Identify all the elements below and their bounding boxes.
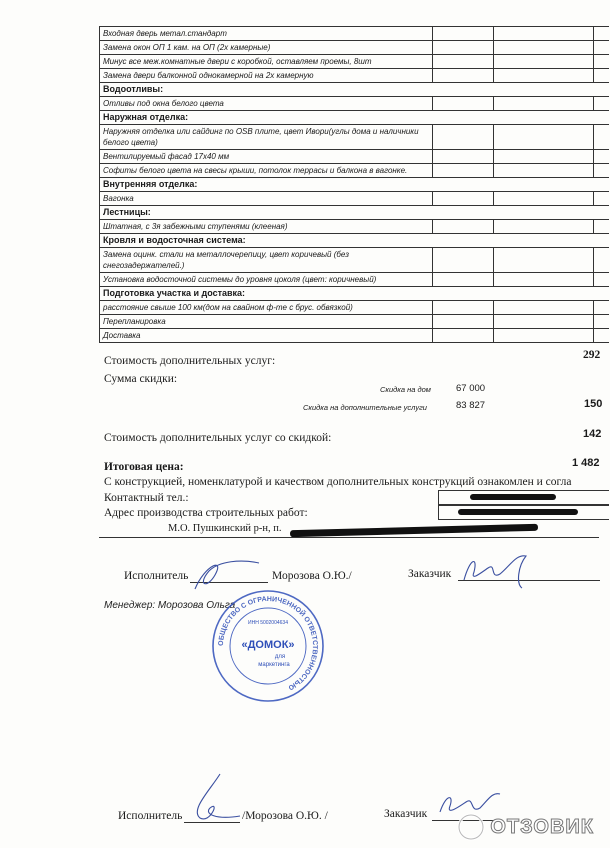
table-cell [493, 273, 594, 286]
executor-name: Морозова О.Ю./ [272, 570, 352, 582]
table-cell [493, 150, 594, 163]
stamp-ring-text: ОБЩЕСТВО С ОГРАНИЧЕННОЙ ОТВЕТСТВЕННОСТЬЮ [217, 595, 319, 691]
table-cell [433, 125, 494, 149]
item-description: Замена оцинк. стали на металлочерепицу, цвет коричевый (без снегозадержателей.) [100, 248, 433, 272]
stamp-sub1: для [274, 654, 286, 660]
table-section-header [99, 83, 609, 97]
item-description: Софиты белого цвета на свесы крыши, потолок террасы и балкона в вагонке. [100, 164, 433, 177]
table-cell [493, 27, 594, 40]
discount-services-value: 83 827 [456, 400, 486, 411]
table-cell [433, 315, 494, 328]
table-cell [433, 248, 494, 272]
discount-house-label: Скидка на дом [380, 385, 431, 394]
cost-discounted-label: Стоимость дополнительных услуг со скидкой: [104, 432, 332, 444]
table-cell [433, 164, 494, 177]
cost-value: 292 [583, 349, 601, 361]
item-description: Отливы под окна белого цвета [100, 97, 433, 110]
table-row [99, 315, 609, 329]
executor-name-2: /Морозова О.Ю. / [242, 810, 328, 822]
table-cell [433, 192, 494, 205]
item-description: Минус все меж.комнатные двери с коробкой, оставляем проемы, 8шт [100, 55, 433, 68]
table-cell [493, 97, 594, 110]
executor-signature-2 [180, 770, 250, 830]
table-cell [493, 69, 594, 82]
customer-label: Заказчик [408, 568, 452, 580]
table-section-header [99, 178, 609, 192]
table-cell [493, 192, 594, 205]
item-description: Перепланировка [100, 315, 433, 328]
discount-label: Сумма скидки: [104, 373, 178, 385]
table-row [99, 164, 609, 178]
table-row [99, 220, 609, 234]
table-cell [433, 301, 494, 314]
table-row [99, 41, 609, 55]
item-description: расстояние свыше 100 км(дом на свайном ф-те с брус. обвязкой) [100, 301, 433, 314]
table-section-header [99, 234, 609, 248]
table-cell [433, 150, 494, 163]
table-row [99, 248, 609, 273]
table-cell [433, 220, 494, 233]
table-row [99, 97, 609, 111]
address-label: Адрес производства строительных работ: [104, 507, 308, 519]
table-cell [493, 55, 594, 68]
company-stamp [210, 588, 326, 704]
item-description: Штатная, с 3я забежными ступенями (клееная) [100, 220, 433, 233]
table-cell [433, 27, 494, 40]
table-cell [493, 164, 594, 177]
item-description: Доставка [100, 329, 433, 342]
section-title: Внутренняя отделка: [103, 179, 198, 189]
address-value: М.О. Пушкинский р-н, п. [168, 523, 282, 534]
stamp-sub2: маркетинга [258, 662, 290, 668]
section-title: Подготовка участка и доставка: [103, 288, 246, 298]
table-cell [433, 41, 494, 54]
discount-services-label: Скидка на дополнительные услуги [303, 403, 427, 412]
customer-signature [460, 550, 550, 590]
address-redaction [458, 509, 578, 515]
discount-house-value: 67 000 [456, 383, 486, 394]
item-description: Замена окон ОП 1 кам. на ОП (2х камерные) [100, 41, 433, 54]
table-row [99, 329, 609, 343]
table-cell [493, 329, 594, 342]
item-description: Входная дверь метал.стандарт [100, 27, 433, 40]
table-row [99, 125, 609, 150]
section-title: Наружная отделка: [103, 112, 189, 122]
table-row [99, 27, 609, 41]
table-row [99, 55, 609, 69]
table-cell [493, 248, 594, 272]
table-cell [433, 55, 494, 68]
discount-total: 150 [584, 398, 603, 410]
total-label: Итоговая цена: [104, 461, 184, 473]
section-title: Водоотливы: [103, 84, 164, 94]
divider [99, 537, 599, 538]
table-row [99, 192, 609, 206]
item-description: Установка водосточной системы до уровня цоколя (цвет: коричневый) [100, 273, 433, 286]
table-section-header [99, 111, 609, 125]
table-cell [493, 220, 594, 233]
cost-label: Стоимость дополнительных услуг: [104, 355, 276, 367]
table-cell [493, 301, 594, 314]
table-row [99, 150, 609, 164]
table-cell [433, 329, 494, 342]
phone-redaction [470, 494, 556, 500]
table-cell [433, 69, 494, 82]
executor-label: Исполнитель [124, 570, 189, 582]
address-value-redaction [290, 524, 538, 537]
watermark [456, 812, 594, 842]
section-title: Лестницы: [103, 207, 151, 217]
item-description: Замена двери балконной однокамерной на 2х камерную [100, 69, 433, 82]
watermark-text: ОТЗОВИК [490, 815, 594, 838]
table-row [99, 69, 609, 83]
agreement-text: С конструкцией, номенклатурой и качеством дополнительных конструкций ознакомлен и согла [104, 476, 572, 488]
table-row [99, 301, 609, 315]
phone-label: Контактный тел.: [104, 492, 189, 504]
section-title: Кровля и водосточная система: [103, 235, 246, 245]
watermark-logo-icon [456, 812, 486, 842]
table-cell [433, 97, 494, 110]
manager-line: Менеджер: Морозова Ольга [104, 600, 236, 611]
table-row [99, 273, 609, 287]
table-cell [493, 41, 594, 54]
table-section-header [99, 206, 609, 220]
cost-discounted-value: 142 [583, 428, 602, 440]
stamp-inn: ИНН 5002004634 [247, 620, 289, 626]
table-section-header [99, 287, 609, 301]
table-cell [433, 273, 494, 286]
item-description: Наружняя отделка или сайдинг по OSB плите, цвет Ивори(углы дома и наличники белого цвета) [100, 125, 433, 149]
table-cell [493, 125, 594, 149]
services-table [99, 26, 609, 343]
table-cell [493, 315, 594, 328]
stamp-center: «ДОМОК» [241, 639, 295, 651]
executor-label-2: Исполнитель [118, 810, 183, 822]
total-value: 1 482 [572, 457, 600, 469]
customer-label-2: Заказчик [384, 808, 428, 820]
item-description: Вагонка [100, 192, 433, 205]
item-description: Вентилируемый фасад 17х40 мм [100, 150, 433, 163]
